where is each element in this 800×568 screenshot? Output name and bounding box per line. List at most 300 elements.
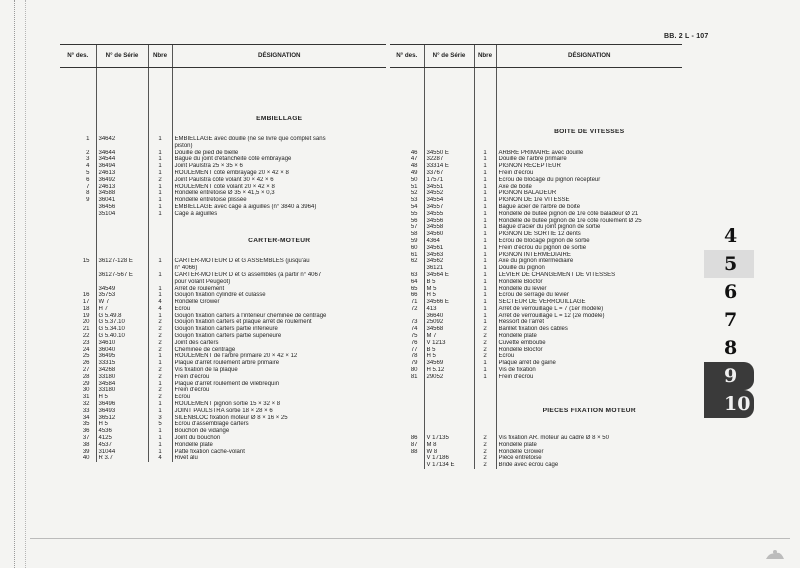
part-row bbox=[60, 381, 386, 388]
cell-serial: 17571 bbox=[424, 177, 474, 184]
cell-serial: 4364 bbox=[424, 238, 474, 245]
cell-qty: 2 bbox=[148, 177, 172, 184]
cell-serial bbox=[96, 75, 148, 82]
cell-num bbox=[390, 143, 424, 150]
cell-serial bbox=[96, 109, 148, 116]
cell-designation: Plaque arrêt de gaine bbox=[496, 360, 682, 367]
spacer-row bbox=[390, 401, 682, 408]
cell-serial: 24613 bbox=[96, 170, 148, 177]
cell-qty: 1 bbox=[474, 224, 496, 231]
cell-serial bbox=[424, 401, 474, 408]
cell-serial: 36127-128 E bbox=[96, 258, 148, 265]
cell-qty bbox=[474, 122, 496, 129]
cell-qty bbox=[474, 408, 496, 415]
cell-serial bbox=[424, 381, 474, 388]
cell-qty: 1 bbox=[474, 211, 496, 218]
spacer-row bbox=[60, 129, 386, 136]
part-row bbox=[60, 415, 386, 422]
cell-designation: Rondelle Grower bbox=[172, 299, 386, 306]
cell-designation: Arrêt de verrouillage L = 7 (1er modèle) bbox=[496, 306, 682, 313]
part-row bbox=[60, 204, 386, 211]
part-row bbox=[60, 408, 386, 415]
spacer-row bbox=[390, 109, 682, 116]
cell-qty: 2 bbox=[148, 394, 172, 401]
cell-qty: 2 bbox=[474, 353, 496, 360]
part-row bbox=[390, 190, 682, 197]
cell-serial: 36640 bbox=[424, 313, 474, 320]
spacer-row bbox=[60, 122, 386, 129]
cell-num: 74 bbox=[410, 326, 418, 333]
cell-designation: Vis fixation AR. moteur au cadre Ø 8 × 50 bbox=[496, 435, 682, 442]
cell-qty: 2 bbox=[474, 462, 496, 469]
cell-qty: 1 bbox=[148, 136, 172, 143]
cell-num bbox=[60, 286, 96, 293]
cell-num: 36 bbox=[82, 428, 90, 435]
cell-num: 75 bbox=[410, 333, 418, 340]
part-row bbox=[390, 326, 682, 333]
cell-num: 63 bbox=[410, 271, 418, 278]
cell-qty bbox=[148, 238, 172, 245]
cell-serial: 34554 bbox=[424, 197, 474, 204]
cell-num bbox=[60, 238, 96, 245]
cell-designation: Vis de fixation bbox=[496, 367, 682, 374]
spacer-row bbox=[390, 394, 682, 401]
cell-qty bbox=[474, 102, 496, 109]
cell-designation: Frein d'écrou du pignon de sortie bbox=[496, 245, 682, 252]
col-header-num: N° des. bbox=[60, 45, 96, 68]
cell-designation: Frein d'écrou bbox=[496, 170, 682, 177]
cell-designation bbox=[496, 415, 682, 422]
part-row bbox=[60, 150, 386, 157]
cell-num: 78 bbox=[410, 353, 418, 360]
cell-qty bbox=[148, 218, 172, 225]
part-row bbox=[60, 374, 386, 381]
cell-serial: 36494 bbox=[96, 163, 148, 170]
cell-serial bbox=[96, 238, 148, 245]
cell-qty bbox=[148, 265, 172, 272]
cell-designation bbox=[496, 401, 682, 408]
spacer-row bbox=[60, 102, 386, 109]
part-row bbox=[390, 258, 682, 265]
cell-serial: 34558 bbox=[424, 224, 474, 231]
cell-qty bbox=[474, 68, 496, 75]
cell-qty: 2 bbox=[148, 326, 172, 333]
cell-num: 60 bbox=[410, 244, 418, 251]
cell-serial: 24613 bbox=[96, 184, 148, 191]
cell-serial bbox=[96, 224, 148, 231]
cell-serial: 34555 bbox=[424, 211, 474, 218]
cell-designation: pour volant Peugeot) bbox=[172, 279, 386, 286]
cell-designation: Goujon fixation carters à l'intérieur cheminée de centrage bbox=[172, 313, 386, 320]
cell-num: 48 bbox=[410, 163, 418, 170]
cell-num: 55 bbox=[410, 210, 418, 217]
cell-num: 25 bbox=[82, 353, 90, 360]
cell-serial: W 8 bbox=[424, 449, 474, 456]
cell-qty bbox=[474, 136, 496, 143]
cell-num bbox=[390, 455, 424, 462]
cell-num: 17 bbox=[82, 299, 90, 306]
cell-qty: 2 bbox=[148, 374, 172, 381]
cell-serial: 34564 E bbox=[424, 272, 474, 279]
cell-num: 20 bbox=[82, 319, 90, 326]
cell-num: 37 bbox=[82, 435, 90, 442]
cell-designation: ROULEMENT pignon sortie 15 × 32 × 8 bbox=[172, 401, 386, 408]
cell-designation: Bouchon de vidange bbox=[172, 428, 386, 435]
cell-num bbox=[60, 218, 96, 225]
cell-num bbox=[60, 231, 96, 238]
part-row bbox=[390, 435, 682, 442]
cell-num: 6 bbox=[86, 176, 90, 183]
cell-qty bbox=[474, 428, 496, 435]
cell-designation: Écrou bbox=[172, 306, 386, 313]
cell-qty: 1 bbox=[148, 381, 172, 388]
cell-serial: H 5.12 bbox=[424, 367, 474, 374]
cell-serial bbox=[424, 82, 474, 89]
cell-designation bbox=[172, 224, 386, 231]
cell-designation: Écrou de serrage du levier bbox=[496, 292, 682, 299]
section-tab-6[interactable]: 6 bbox=[724, 281, 738, 303]
cell-serial: 34584 bbox=[96, 381, 148, 388]
section-heading-row bbox=[390, 408, 682, 415]
cell-designation: Bague du joint d'étanchéité côté embrayage bbox=[172, 156, 386, 163]
cell-qty: 1 bbox=[474, 245, 496, 252]
cell-serial bbox=[424, 88, 474, 95]
cell-serial: 33314 E bbox=[424, 163, 474, 170]
cell-serial: V 1213 bbox=[424, 340, 474, 347]
section-tab-9[interactable]: 9 bbox=[704, 362, 754, 390]
cell-designation: JOINT PAULSTRA sortie 18 × 28 × 6 bbox=[172, 408, 386, 415]
section-tab-7[interactable]: 7 bbox=[724, 309, 738, 331]
table-header-right bbox=[390, 45, 682, 68]
cell-qty bbox=[148, 95, 172, 102]
cell-qty: 1 bbox=[148, 163, 172, 170]
cell-designation bbox=[496, 394, 682, 401]
cell-qty bbox=[148, 75, 172, 82]
cell-serial bbox=[96, 102, 148, 109]
cell-qty bbox=[474, 415, 496, 422]
cell-num bbox=[60, 122, 96, 129]
cell-designation: Joint des carters bbox=[172, 340, 386, 347]
cell-num bbox=[60, 68, 96, 75]
cell-qty: 1 bbox=[474, 231, 496, 238]
cell-num: 19 bbox=[82, 312, 90, 319]
cell-num bbox=[390, 387, 424, 394]
cell-serial: V 17186 bbox=[424, 455, 474, 462]
cell-qty: 1 bbox=[148, 442, 172, 449]
part-row bbox=[60, 421, 386, 428]
cell-num bbox=[60, 204, 96, 211]
cell-designation: ROULEMENT côté embrayage 20 × 42 × 8 bbox=[172, 170, 386, 177]
cell-qty: 5 bbox=[148, 421, 172, 428]
cell-qty: 4 bbox=[148, 299, 172, 306]
part-row bbox=[390, 238, 682, 245]
spacer-row bbox=[60, 218, 386, 225]
cell-num bbox=[390, 415, 424, 422]
cell-serial: W 7 bbox=[96, 299, 148, 306]
spacer-row bbox=[60, 224, 386, 231]
cell-num: 54 bbox=[410, 203, 418, 210]
part-row bbox=[60, 211, 386, 218]
spacer-row bbox=[60, 75, 386, 82]
cell-serial bbox=[424, 415, 474, 422]
cell-num: 46 bbox=[410, 149, 418, 156]
cell-qty: 2 bbox=[474, 347, 496, 354]
part-row bbox=[60, 401, 386, 408]
cell-qty bbox=[474, 75, 496, 82]
cell-designation: ROULEMENT côté volant 20 × 42 × 8 bbox=[172, 184, 386, 191]
cell-qty: 1 bbox=[148, 435, 172, 442]
cell-serial bbox=[424, 428, 474, 435]
cell-designation bbox=[496, 75, 682, 82]
cell-num: 86 bbox=[410, 435, 418, 442]
cell-serial bbox=[424, 116, 474, 123]
cell-serial bbox=[424, 408, 474, 415]
cell-num bbox=[60, 95, 96, 102]
cell-designation: ROULEMENT de l'arbre primaire 20 × 42 × 12 bbox=[172, 353, 386, 360]
cell-serial: 34569 bbox=[424, 360, 474, 367]
cell-serial bbox=[96, 116, 148, 123]
cell-num: 35 bbox=[82, 421, 90, 428]
part-row bbox=[390, 313, 682, 320]
cell-qty: 1 bbox=[474, 184, 496, 191]
cell-serial: 34556 bbox=[424, 218, 474, 225]
part-row bbox=[60, 197, 386, 204]
cell-serial: V 17135 bbox=[424, 435, 474, 442]
cell-qty: 2 bbox=[148, 340, 172, 347]
part-row bbox=[60, 286, 386, 293]
part-row bbox=[390, 449, 682, 456]
spacer-row bbox=[390, 415, 682, 422]
parts-table-right bbox=[390, 44, 682, 469]
cell-designation: Rondelle Blocfor bbox=[496, 347, 682, 354]
cell-qty: 1 bbox=[148, 313, 172, 320]
part-row bbox=[390, 272, 682, 279]
cell-designation: Goujon fixation carters partie inférieure bbox=[172, 326, 386, 333]
part-row bbox=[60, 394, 386, 401]
spacer-row bbox=[390, 428, 682, 435]
cell-num bbox=[390, 116, 424, 123]
cell-qty: 1 bbox=[148, 150, 172, 157]
part-row bbox=[60, 184, 386, 191]
part-row bbox=[60, 435, 386, 442]
part-row bbox=[390, 442, 682, 449]
cell-num: 49 bbox=[410, 169, 418, 176]
cell-designation: Écrou bbox=[496, 353, 682, 360]
cell-serial: 35753 bbox=[96, 292, 148, 299]
cell-qty: 1 bbox=[148, 408, 172, 415]
cell-qty: 2 bbox=[474, 435, 496, 442]
cell-serial: 34566 E bbox=[424, 299, 474, 306]
cell-num bbox=[390, 136, 424, 143]
cell-serial: 33767 bbox=[424, 170, 474, 177]
cell-serial bbox=[424, 129, 474, 136]
cell-designation: Frein d'écrou bbox=[172, 387, 386, 394]
cell-serial: 34544 bbox=[96, 156, 148, 163]
cell-designation: Goujon fixation carters partie supérieure bbox=[172, 333, 386, 340]
cell-num: 23 bbox=[82, 339, 90, 346]
cell-designation: PIGNON INTERMÉDIAIRE bbox=[496, 252, 682, 259]
cell-serial: 34550 E bbox=[424, 150, 474, 157]
cell-designation: Plaque d'arrêt roulement de vilebrequin bbox=[172, 381, 386, 388]
cell-num bbox=[390, 408, 424, 415]
cell-qty: 1 bbox=[474, 360, 496, 367]
cell-serial bbox=[96, 245, 148, 252]
part-row bbox=[390, 150, 682, 157]
cell-serial: 36495 bbox=[96, 353, 148, 360]
cell-serial bbox=[96, 68, 148, 75]
cell-designation: Arrêt de verrouillage L = 12 (2e modèle) bbox=[496, 313, 682, 320]
section-tab-5[interactable]: 5 bbox=[704, 250, 754, 278]
cell-num: 9 bbox=[86, 197, 90, 204]
part-row bbox=[60, 177, 386, 184]
cell-designation: Joint du bouchon bbox=[172, 435, 386, 442]
part-row bbox=[390, 360, 682, 367]
cell-serial: M 8 bbox=[424, 442, 474, 449]
part-row bbox=[390, 245, 682, 252]
cell-num: 31 bbox=[82, 394, 90, 401]
cell-serial: G 5.37.10 bbox=[96, 319, 148, 326]
cell-qty bbox=[474, 401, 496, 408]
cell-serial: 34549 bbox=[96, 286, 148, 293]
cell-serial bbox=[424, 109, 474, 116]
spacer-row bbox=[390, 143, 682, 150]
cell-serial: 34644 bbox=[96, 150, 148, 157]
section-tabs bbox=[704, 222, 754, 418]
cell-num bbox=[390, 95, 424, 102]
part-row bbox=[390, 170, 682, 177]
cell-num bbox=[390, 381, 424, 388]
section-tab-4[interactable]: 4 bbox=[724, 225, 738, 247]
cell-qty bbox=[474, 116, 496, 123]
cell-serial: 34563 bbox=[424, 252, 474, 259]
cell-designation: SILENBLOC fixation moteur Ø 8 × 16 × 25 bbox=[172, 415, 386, 422]
parts-table-left bbox=[60, 44, 386, 462]
part-row bbox=[390, 306, 682, 313]
cell-designation: Frein d'écrou bbox=[172, 374, 386, 381]
cell-num: 47 bbox=[410, 156, 418, 163]
cell-qty: 2 bbox=[474, 333, 496, 340]
cell-designation bbox=[172, 129, 386, 136]
cell-serial: 36492 bbox=[96, 177, 148, 184]
cell-qty bbox=[148, 143, 172, 150]
part-row bbox=[390, 163, 682, 170]
cell-designation: EMBIELLAGE avec cage à aiguilles (n° 3840 à 3964) bbox=[172, 204, 386, 211]
cell-serial bbox=[424, 394, 474, 401]
cell-num bbox=[390, 401, 424, 408]
cell-designation: Barillet fixation des câbles bbox=[496, 326, 682, 333]
spacer-row bbox=[390, 68, 682, 75]
part-row bbox=[390, 184, 682, 191]
cell-designation bbox=[496, 421, 682, 428]
cell-serial bbox=[96, 122, 148, 129]
cell-designation: n° 4066) bbox=[172, 265, 386, 272]
spacer-row bbox=[390, 102, 682, 109]
cell-designation bbox=[496, 68, 682, 75]
cell-qty: 1 bbox=[474, 286, 496, 293]
cell-designation: PIGNON RÉCEPTEUR bbox=[496, 163, 682, 170]
cell-serial: G 5.34.10 bbox=[96, 326, 148, 333]
cell-qty bbox=[148, 224, 172, 231]
col-header-qty: Nbre bbox=[148, 45, 172, 68]
spacer-row bbox=[390, 387, 682, 394]
cell-serial bbox=[96, 218, 148, 225]
cell-qty: 1 bbox=[474, 265, 496, 272]
cell-qty: 1 bbox=[148, 353, 172, 360]
cell-designation: Arrêt de roulement bbox=[172, 286, 386, 293]
cell-serial: 34561 bbox=[424, 245, 474, 252]
cell-designation bbox=[496, 82, 682, 89]
part-row bbox=[390, 347, 682, 354]
cell-num: 52 bbox=[410, 190, 418, 197]
part-row bbox=[60, 340, 386, 347]
cell-serial: 34642 bbox=[96, 136, 148, 143]
cell-serial: 36456 bbox=[96, 204, 148, 211]
cell-serial: 34268 bbox=[96, 367, 148, 374]
cell-qty: 1 bbox=[474, 177, 496, 184]
cell-num: 40 bbox=[82, 455, 90, 462]
cell-serial: 4536 bbox=[96, 428, 148, 435]
part-row bbox=[60, 299, 386, 306]
cell-designation: Frein d'écrou bbox=[496, 374, 682, 381]
cell-qty: 1 bbox=[474, 258, 496, 265]
cell-serial: 413 bbox=[424, 306, 474, 313]
cell-serial: 4125 bbox=[96, 435, 148, 442]
cell-qty: 1 bbox=[148, 292, 172, 299]
cell-serial: H 5 bbox=[424, 353, 474, 360]
cell-num: 76 bbox=[410, 339, 418, 346]
cell-num: 81 bbox=[410, 373, 418, 380]
cell-num: 53 bbox=[410, 197, 418, 204]
cell-qty bbox=[474, 129, 496, 136]
cell-num: 2 bbox=[86, 149, 90, 156]
cell-num: 22 bbox=[82, 333, 90, 340]
cell-designation bbox=[172, 252, 386, 259]
part-row bbox=[390, 340, 682, 347]
cell-designation bbox=[172, 88, 386, 95]
cell-designation: Rondelle Grower bbox=[496, 449, 682, 456]
cell-num: 87 bbox=[410, 441, 418, 448]
cell-num: 80 bbox=[410, 367, 418, 374]
cell-designation: piston) bbox=[172, 143, 386, 150]
page-bottom-rule bbox=[30, 538, 790, 539]
cell-num bbox=[60, 265, 96, 272]
cell-num bbox=[60, 102, 96, 109]
cell-serial bbox=[96, 252, 148, 259]
cell-serial: 4537 bbox=[96, 442, 148, 449]
part-row bbox=[390, 286, 682, 293]
spacer-row bbox=[60, 245, 386, 252]
cell-serial bbox=[424, 143, 474, 150]
spacer-row bbox=[60, 109, 386, 116]
cell-serial: M 7 bbox=[424, 333, 474, 340]
cell-designation bbox=[496, 109, 682, 116]
cell-serial: 36496 bbox=[96, 401, 148, 408]
cell-serial: B 5 bbox=[424, 347, 474, 354]
watermark-icon bbox=[764, 548, 786, 560]
cell-designation: Douille de pied de bielle bbox=[172, 150, 386, 157]
cell-qty: 1 bbox=[148, 286, 172, 293]
cell-designation bbox=[496, 143, 682, 150]
cell-serial: 34610 bbox=[96, 340, 148, 347]
cell-num: 65 bbox=[410, 285, 418, 292]
table-header-left bbox=[60, 45, 386, 68]
section-tab-10[interactable]: 10 bbox=[704, 390, 754, 418]
cell-num bbox=[390, 68, 424, 75]
cell-qty: 1 bbox=[148, 258, 172, 265]
part-row bbox=[60, 428, 386, 435]
cell-num bbox=[390, 109, 424, 116]
section-tab-8[interactable]: 8 bbox=[724, 337, 738, 359]
